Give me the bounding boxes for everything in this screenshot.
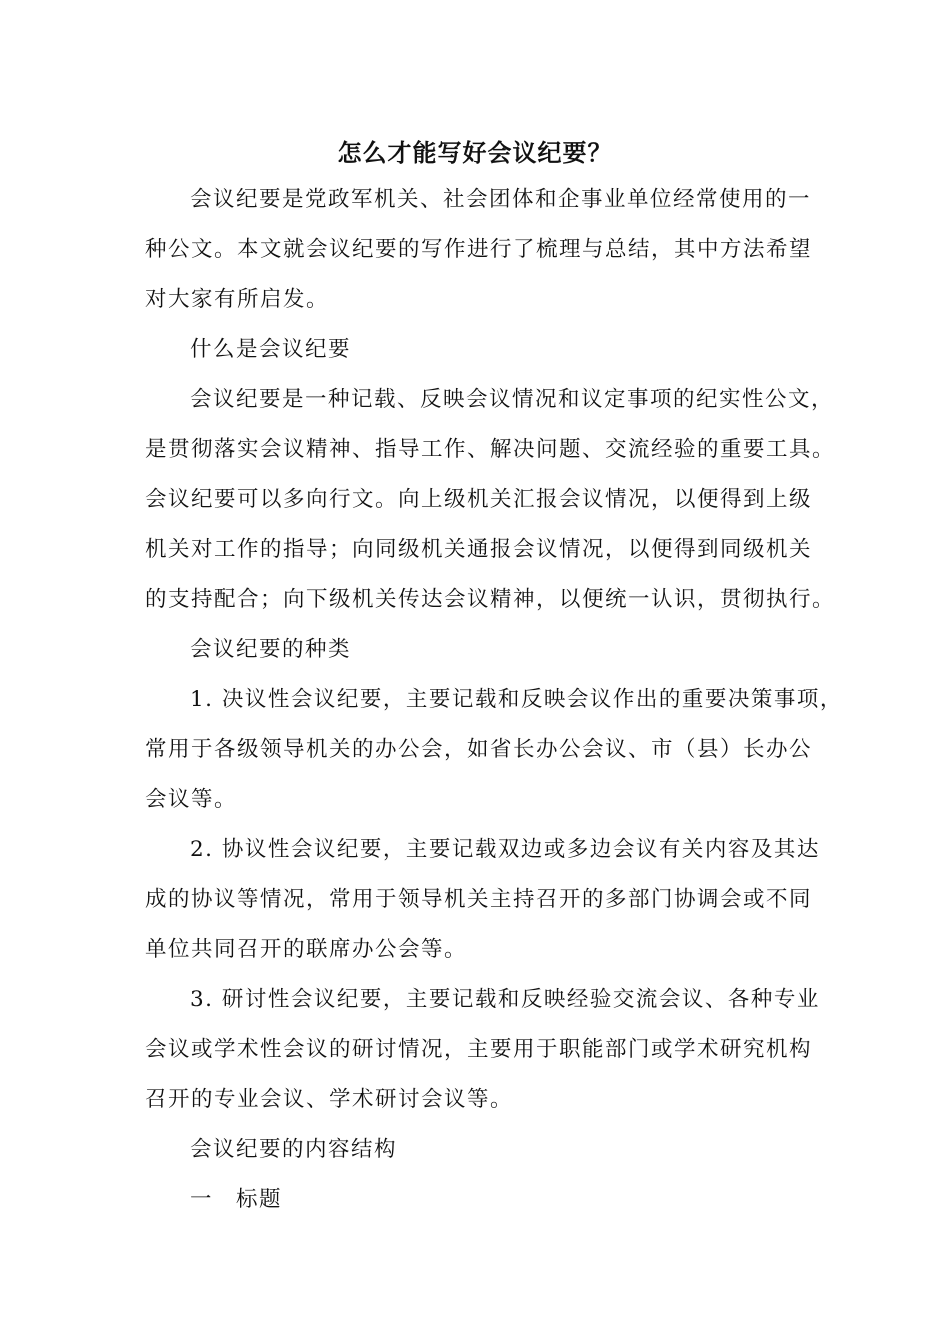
section-heading-types: 会议纪要的种类 [190,637,352,662]
type-2-line-1: 2. 协议性会议纪要，主要记载双边或多边会议有关内容及其达 [190,837,820,862]
intro-line-2: 种公文。本文就会议纪要的写作进行了梳理与总结，其中方法希望 [145,237,813,262]
type-3-line-2: 会议或学术性会议的研讨情况，主要用于职能部门或学术研究机构 [145,1037,813,1062]
type-2-line-3: 单位共同召开的联席办公会等。 [145,937,468,962]
type-3-line-3: 召开的专业会议、学术研讨会议等。 [145,1087,514,1112]
definition-line-3: 会议纪要可以多向行文。向上级机关汇报会议情况，以便得到上级 [145,487,813,512]
definition-line-4: 机关对工作的指导；向同级机关通报会议情况，以便得到同级机关 [145,537,813,562]
type-1-line-1: 1. 决议性会议纪要，主要记载和反映会议作出的重要决策事项， [190,687,843,712]
intro-line-1: 会议纪要是党政军机关、社会团体和企事业单位经常使用的一 [190,187,812,212]
definition-line-5: 的支持配合；向下级机关传达会议精神，以便统一认识，贯彻执行。 [145,587,836,612]
type-2-line-2: 成的协议等情况，常用于领导机关主持召开的多部门协调会或不同 [145,887,813,912]
intro-line-3: 对大家有所启发。 [145,287,330,312]
section-heading-what: 什么是会议纪要 [190,337,352,362]
definition-line-1: 会议纪要是一种记载、反映会议情况和议定事项的纪实性公文， [190,387,835,412]
definition-line-2: 是贯彻落实会议精神、指导工作、解决问题、交流经验的重要工具。 [145,437,836,462]
type-1-line-3: 会议等。 [145,787,238,812]
section-heading-structure: 会议纪要的内容结构 [190,1137,398,1162]
subsection-heading-title: 一 标题 [190,1187,283,1212]
type-1-line-2: 常用于各级领导机关的办公会，如省长办公会议、市（县）长办公 [145,737,813,762]
document-title: 怎么才能写好会议纪要？ [337,138,613,167]
type-3-line-1: 3. 研讨性会议纪要，主要记载和反映经验交流会议、各种专业 [190,987,820,1012]
